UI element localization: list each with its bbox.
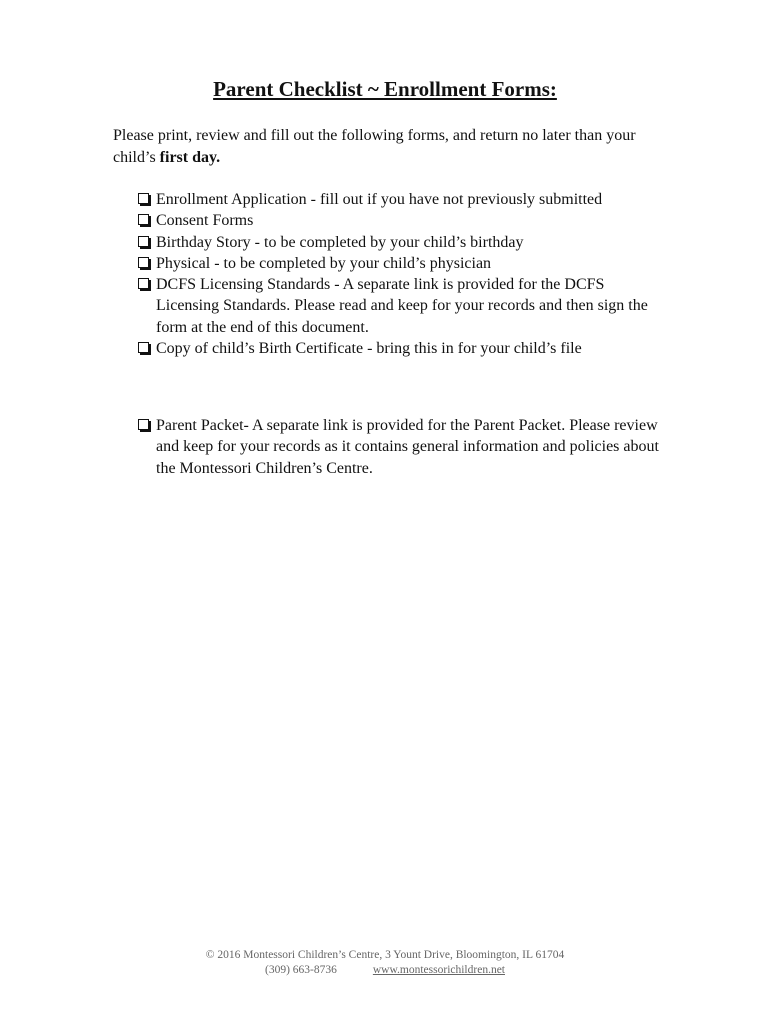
checklist-item-label: Enrollment Application - fill out if you have not previously submitted [156,191,603,208]
checkbox-icon [138,278,149,289]
intro-text: Please print, review and fill out the following forms, and return no later than your child’s [113,127,636,166]
footer-address: © 2016 Montessori Children’s Centre, 3 Yount Drive, Bloomington, IL 61704 [205,949,565,961]
checklist-item-label: Consent Forms [156,212,254,230]
checkbox-icon [138,214,149,225]
checklist-item-label: Parent Packet- A separate link is provided for the Parent Packet. Please review and keep for your records as it contains general information and policies about the Montessori Children’s Centre. [156,417,659,477]
checklist-item-parent-packet [138,415,668,479]
forms-checklist [138,189,668,359]
checklist-item-label: DCFS Licensing Standards - A separate link is provided for the DCFS Licensing Standards. Please read and keep for your records and then sign the form at the end of this document. [156,276,648,336]
checkbox-icon [138,257,149,268]
checkbox-icon [138,193,149,204]
footer-phone: (309) 663-8736 [265,964,337,976]
page-title: Parent Checklist ~ Enrollment Forms: [213,77,557,101]
footer-website-link[interactable]: www.montessorichildren.net [372,964,505,976]
checklist-item-consent-forms [138,210,668,231]
checklist-item-physical [138,253,668,274]
intro-emphasis: first day. [159,149,221,166]
checklist-item-enrollment-application [138,189,668,210]
footer-contact-row [0,963,770,978]
checklist-item-label: Birthday Story - to be completed by your child’s birthday [156,233,524,251]
checklist-item-birthday-story [138,232,668,253]
checkbox-icon [138,342,149,353]
page-footer [0,948,770,978]
checklist-item-label: Physical - to be completed by your child’s physician [156,254,492,272]
checkbox-icon [138,419,149,430]
checkbox-icon [138,236,149,247]
checklist-item-label: Copy of child’s Birth Certificate - bring this in for your child’s file [156,340,582,358]
parent-packet-checklist [138,415,668,479]
checklist-item-dcfs-standards [138,274,668,338]
checklist-item-birth-certificate [138,338,668,359]
intro-paragraph [113,125,673,169]
